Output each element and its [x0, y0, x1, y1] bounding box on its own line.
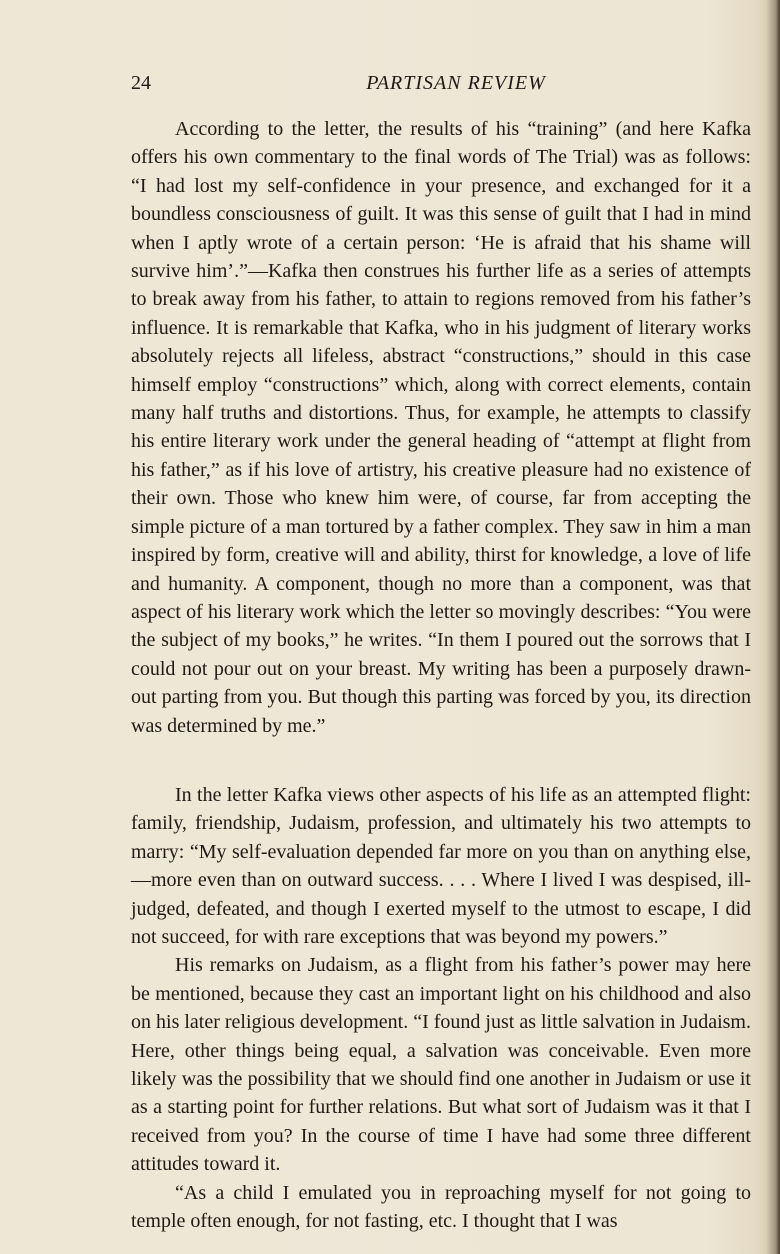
body-text — [131, 115, 751, 1235]
section-break — [131, 740, 751, 781]
paragraph: His remarks on Judaism, as a flight from his father’s power may here be mentioned, because they cast an important light on his childhood and also on his later religious development. “I found just as little salvation in Judaism. Here, other things being equal, a salvation was conceivable. Even more likely was the possibility that we should find one another in Judaism or use it as a starting point for further relations. But what sort of Judaism was it that I received from you? In the course of time I have had some three different attitudes toward it. — [131, 954, 751, 1176]
paragraph: “As a child I emulated you in reproaching myself for not going to temple often enough, for not fasting, etc. I thought that I was — [131, 1181, 751, 1233]
page-number: 24 — [131, 72, 151, 94]
paragraph: In the letter Kafka views other aspects of his life as an attempted flight: family, friendship, Judaism, profession, and ultimately his two attempts to marry: “My self-evaluation depended far more on you than on anything else,—more even than on outward success. . . . Where I lived I was despised, ill-judged, defeated, and though I exerted myself to the utmost to escape, I did not succeed, for with rare exceptions that was beyond my powers.” — [131, 783, 751, 948]
journal-title: PARTISAN REVIEW — [366, 72, 546, 94]
paragraph: According to the letter, the results of his “training” (and here Kafka offers his own commentary to the final words of The Trial) was as follows: “I had lost my self-confidence in your presence, and exchanged for it a boundless consciousness of guilt. It was this sense of guilt that I had in mind when I aptly wrote of a certain person: ‘He is afraid that his shame will survive him’.”—Kafka then construes his further life as a series of attempts to break away from his father, to attain to regions removed from his father’s influence. It is remarkable that Kafka, who in his judgment of literary works absolutely rejects all lifeless, abstract “constructions,” should in this case himself employ “constructions” which, along with correct elements, contain many half truths and distortions. Thus, for example, he attempts to classify his entire literary work under the general heading of “attempt at flight from his father,” as if his love of artistry, his creative pleasure had no existence of their own. Those who knew him were, of course, far from accepting the simple picture of a man tortured by a father complex. They saw in him a man inspired by form, creative will and ability, thirst for knowledge, a love of life and humanity. A component, though no more than a component, was that aspect of his literary work which the letter so movingly describes: “You were the subject of my books,” he writes. “In them I poured out the sorrows that I could not pour out on your breast. My writing has been a purposely drawn-out parting from you. But though this parting was forced by you, its direction was determined by me.” — [131, 118, 751, 737]
page-edge-shadow — [766, 0, 780, 1254]
running-head — [131, 72, 751, 102]
